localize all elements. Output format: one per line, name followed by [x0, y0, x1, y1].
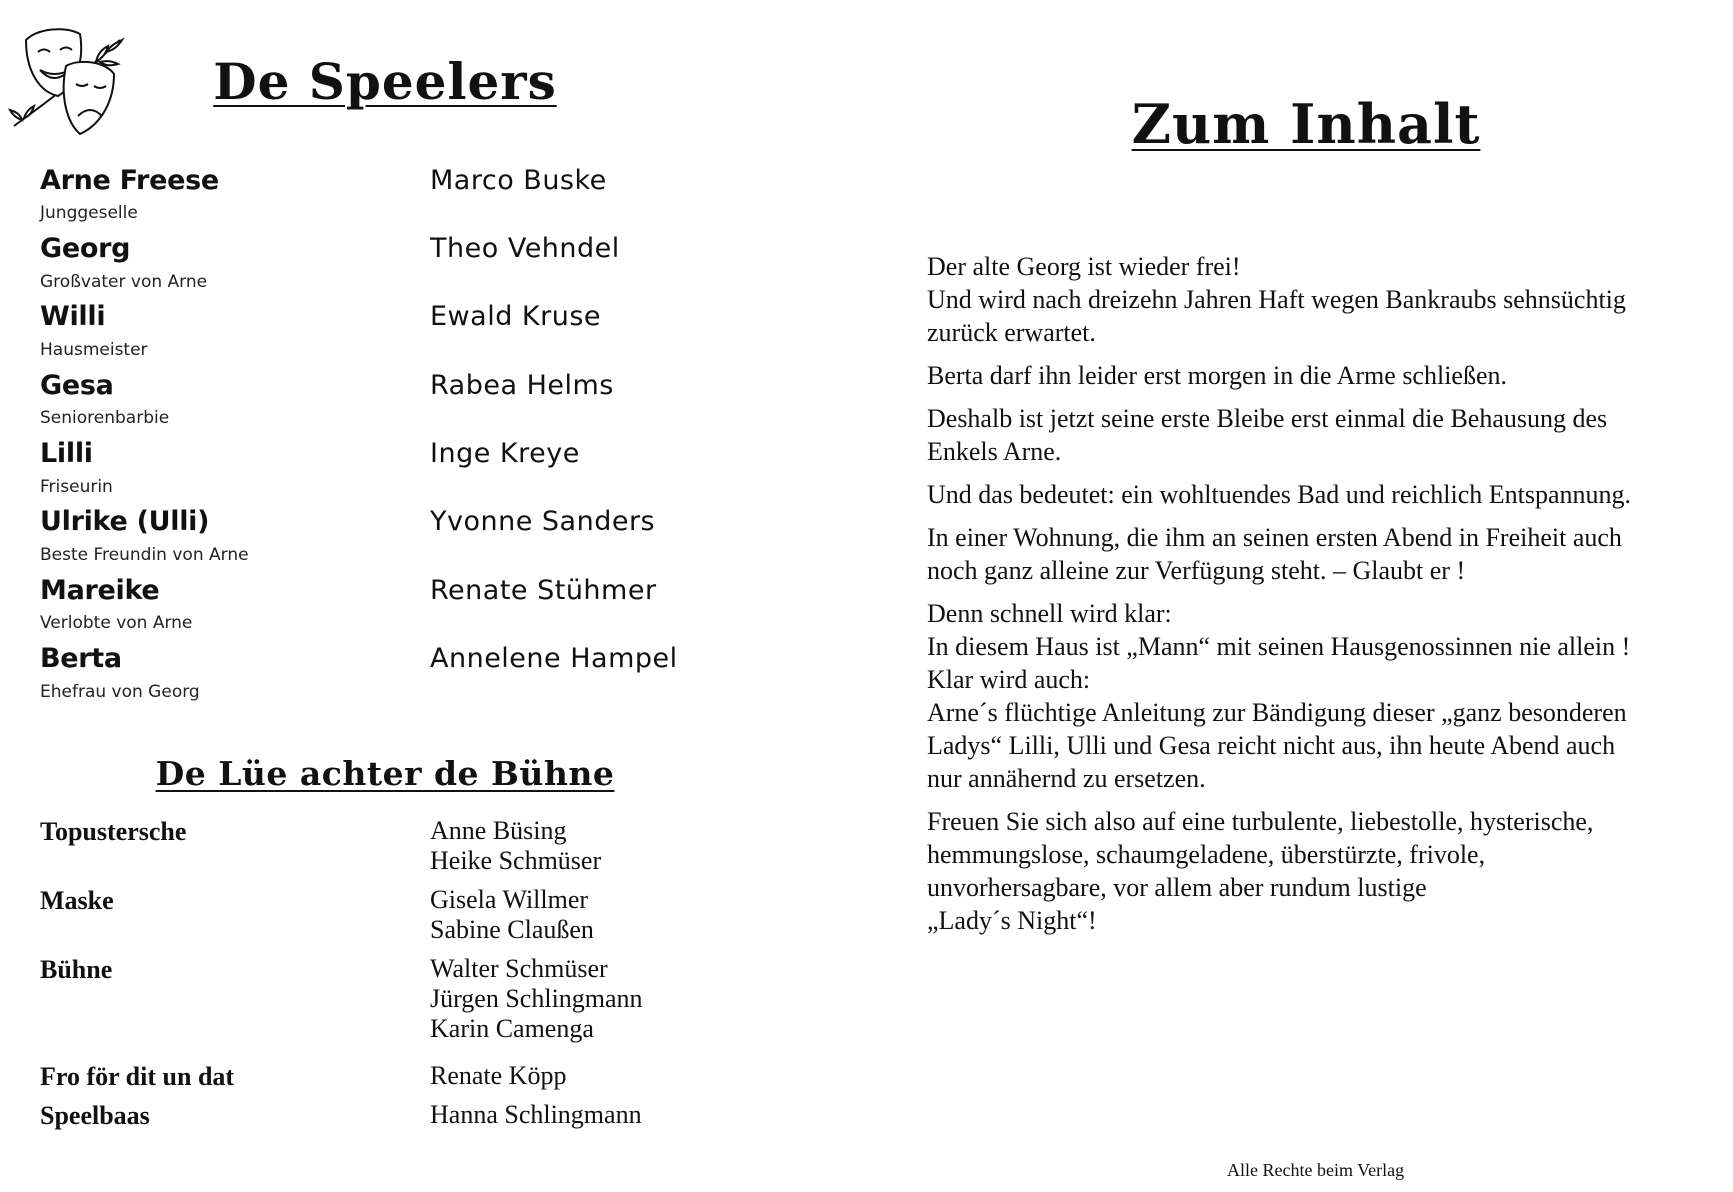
- crew-member: Gisela Willmer: [430, 885, 589, 914]
- cast-actor: Rabea Helms: [430, 370, 614, 401]
- cast-role-description: Ehefrau von Georg: [40, 682, 200, 702]
- crew-member: Walter Schmüser: [430, 954, 608, 983]
- cast-role-description: Beste Freundin von Arne: [40, 545, 249, 565]
- summary-paragraph: In einer Wohnung, die ihm an seinen ersten Abend in Freiheit auch noch ganz alleine zur Verfügung steht. – Glaubt er !: [927, 523, 1622, 585]
- cast-role: Georg: [40, 233, 131, 264]
- cast-role: Willi: [40, 301, 106, 332]
- cast-role-description: Seniorenbarbie: [40, 408, 170, 428]
- cast-role: Mareike: [40, 575, 160, 606]
- cast-role-description: Verlobte von Arne: [40, 613, 193, 633]
- summary-paragraph: Denn schnell wird klar: In diesem Haus ist „Mann“ mit seinen Hausgenossinnen nie allein ! Klar wird auch: Arne´s flüchtige Anleitung zur Bändigung dieser „ganz besonderen Ladys“ Lilli, Ulli und Gesa reicht nicht aus, ihn heute Abend auch nur annähernd zu ersetzen.: [927, 599, 1631, 793]
- crew-heading: De Lüe achter de Bühne: [155, 754, 615, 793]
- crew-member: Jürgen Schlingmann: [430, 984, 643, 1013]
- cast-role-description: Großvater von Arne: [40, 272, 208, 292]
- crew-member: Hanna Schlingmann: [430, 1100, 642, 1129]
- cast-role-description: Hausmeister: [40, 340, 148, 360]
- cast-role: Berta: [40, 643, 122, 674]
- summary-paragraph: Und das bedeutet: ein wohltuendes Bad und reichlich Entspannung.: [927, 480, 1632, 509]
- crew-member: Karin Camenga: [430, 1014, 594, 1043]
- cast-role-description: Friseurin: [40, 477, 113, 497]
- cast-actor: Annelene Hampel: [430, 643, 678, 674]
- cast-actor: Ewald Kruse: [430, 301, 602, 332]
- crew-member: Renate Köpp: [430, 1061, 567, 1090]
- crew-member: Heike Schmüser: [430, 846, 602, 875]
- cast-actor: Marco Buske: [430, 165, 607, 196]
- cast-heading: De Speelers: [213, 52, 557, 111]
- summary-text: [927, 250, 1727, 947]
- cast-actor: Inge Kreye: [430, 438, 580, 469]
- crew-role: Bühne: [40, 955, 113, 984]
- cast-role: Gesa: [40, 370, 114, 401]
- crew-role: Speelbaas: [40, 1101, 150, 1130]
- crew-role: Topustersche: [40, 817, 187, 846]
- crew-role: Maske: [40, 886, 114, 915]
- copyright-footer: Alle Rechte beim Verlag: [1227, 1160, 1405, 1180]
- crew-member: Anne Büsing: [430, 816, 567, 845]
- cast-role-description: Junggeselle: [40, 203, 138, 223]
- crew-role: Fro för dit un dat: [40, 1062, 235, 1091]
- cast-role: Ulrike (Ulli): [40, 506, 210, 537]
- summary-paragraph: Deshalb ist jetzt seine erste Bleibe erst einmal die Behausung des Enkels Arne.: [927, 404, 1608, 466]
- cast-actor: Renate Stühmer: [430, 575, 657, 606]
- cast-role: Lilli: [40, 438, 93, 469]
- cast-actor: Theo Vehndel: [430, 233, 620, 264]
- cast-actor: Yvonne Sanders: [430, 506, 656, 537]
- summary-paragraph: Berta darf ihn leider erst morgen in die Arme schließen.: [927, 361, 1507, 390]
- cast-role: Arne Freese: [40, 165, 219, 196]
- summary-paragraph: Der alte Georg ist wieder frei! Und wird nach dreizehn Jahren Haft wegen Bankraubs sehnsüchtig zurück erwartet.: [927, 252, 1626, 347]
- summary-heading: Zum Inhalt: [1131, 92, 1481, 156]
- crew-member: Sabine Claußen: [430, 915, 594, 944]
- summary-paragraph: Freuen Sie sich also auf eine turbulente, liebestolle, hysterische, hemmungslose, schaumgeladene, überstürzte, frivole, unvorhersagbare, vor allem aber rundum lustige „Lady´s Night“!: [927, 807, 1594, 935]
